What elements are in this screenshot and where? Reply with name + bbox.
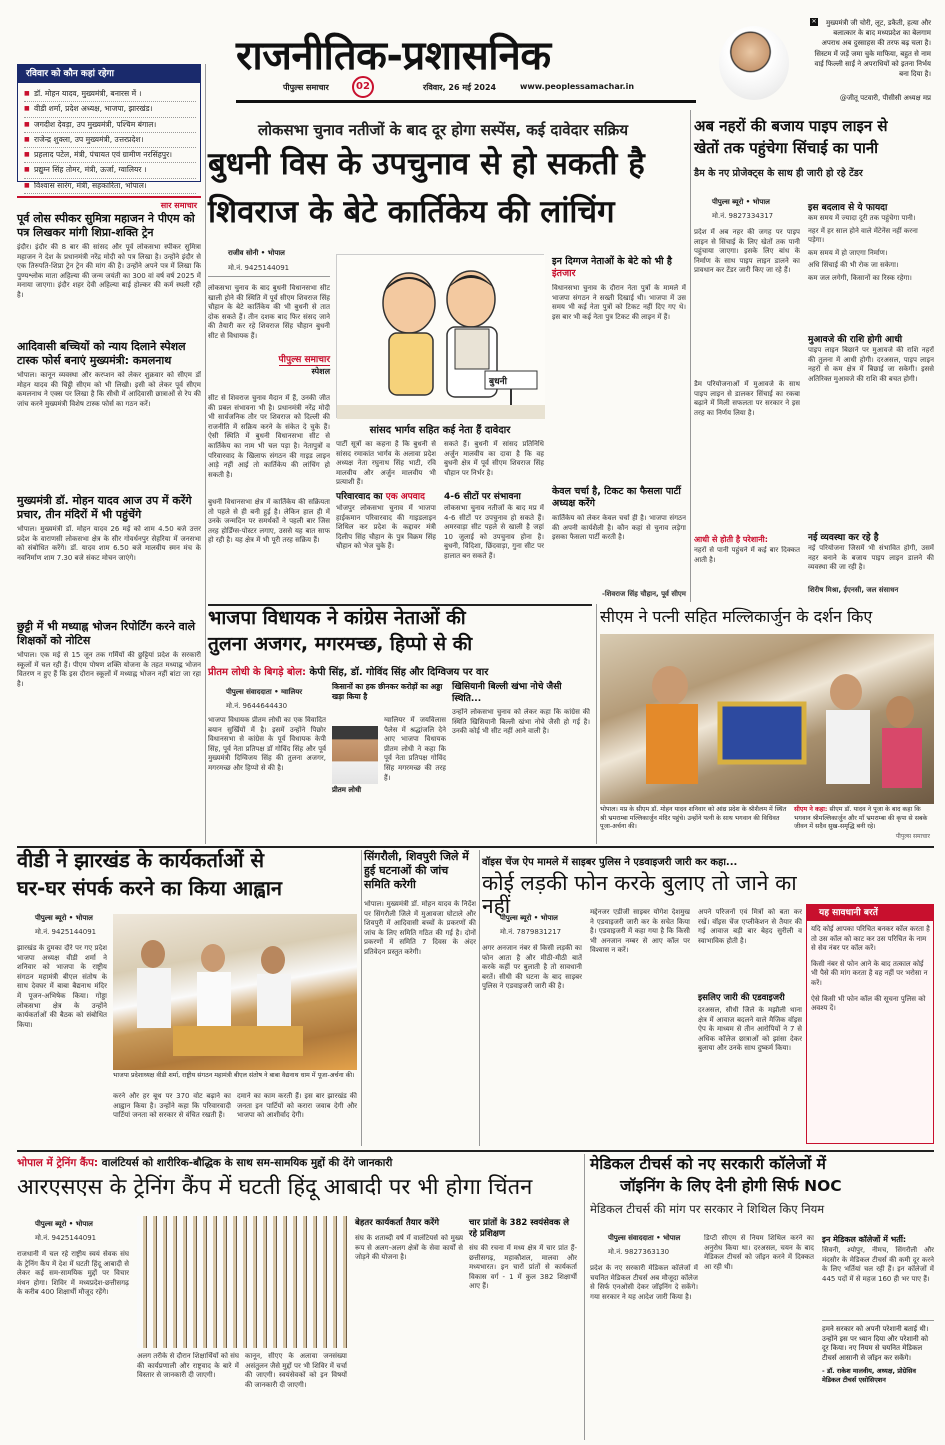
- cm-temple-story: [600, 606, 934, 844]
- new-body: नई परियोजना जिसमें भी संभावित होगी, उसमें नहर बनाने के बजाय पाइप लाइन डालने की व्यवस्था की जा रही है।: [808, 544, 934, 572]
- training-body-3: कानून, सीएए के अलावा जनसंख्या असंतुलन जैसे मुद्दों पर भी शिविर में चर्चा की जाएगी। स्वयंसेवकों को इन विषयों की जानकारी दी जाएगी।: [245, 1352, 347, 1389]
- caution-title: यह सावधानी बरतें: [807, 905, 933, 921]
- masthead-rule: [236, 100, 696, 103]
- medical-byline: पीपुल्स संवाददाता • भोपाल: [608, 1234, 681, 1242]
- canal-body-2: डैम परियोजनाओं में मुआवजे के साथ पाइप लाइन से डालकर सिंचाई का रकबा बढ़ाने में मिली सफलता पर सरकार ने इस तरह का निर्णय लिया है।: [694, 380, 800, 417]
- saar-item-3: [17, 494, 201, 613]
- training-body-5: संघ की रचना में मध्य क्षेत्र में चार प्रांत हैं- छत्तीसगढ़, महाकौशल, मालवा और मध्यभारत। इन चारों प्रांतों से कार्यकर्ता विकास वर्ग - 1 में कुल 382 शिक्षार्थी आए हैं।: [469, 1244, 577, 1291]
- column-divider: [596, 604, 597, 844]
- comp-body: पाइप लाइन बिछाने पर मुआवजे की राशि नहरों की तुलना में आधी होगी। दरअसल, पाइप लाइन नहरों से कम क्षेत्र में बिछाई जा सकेगी। इससे अतिरिक्त मुआवजे की राशि की बचत होगी।: [808, 346, 934, 383]
- avatar: [719, 26, 789, 100]
- new-by: शिरीष मिश्रा, ईएनसी, जल संसाधन: [808, 586, 899, 594]
- training-story: [17, 1154, 577, 1440]
- vd-story: [17, 850, 357, 1150]
- saar-body: इंदौर। इंदौर की 8 बार की सांसद और पूर्व लोकसभा स्पीकर सुमित्रा महाजन ने देश के प्रधानमंत्री नरेंद्र मोदी को पत्र लिखा है। उन्होंने इंदौर से एक तिरुपति-शिप्रा ट्रेन ट्रेन की मांग की है। उन्होंने अपने पत्र में लिखा कि पुण्यश्लोक माता अहिल्या की जन्म जयंती का 300 वां वर्ष वर्ष 2025 में मनाया जाएगा। इंदौर शहर देवी अहिल्या बाई होल्कर की कर्म स्थली रही है।: [17, 243, 201, 299]
- saar-item-4: [17, 620, 201, 787]
- training-mobile: मो.नं. 9425144091: [35, 1234, 97, 1242]
- list-item: यदि कोई आपका परिचित बनकर कॉल करता है तो उस कॉल को काट कर उस परिचित के नाम से सेव नंबर पर कॉल करें।: [811, 925, 930, 953]
- list-item: अधि सिंचाई की भी रोक जा सकेगा।: [808, 261, 899, 270]
- column-divider: [584, 1154, 585, 1440]
- cartoon-sign-text: बुधनी: [489, 377, 508, 387]
- cartoon-face-left: [383, 273, 435, 333]
- caution-box: [806, 904, 934, 1144]
- byline-rule: [208, 276, 330, 277]
- temple-caption-red: सीएम ने कहा:: [794, 806, 828, 813]
- family-kicker-text: परिवारवाद का: [336, 492, 383, 502]
- bjp-headline-1: भाजपा विधायक ने कांग्रेस नेताओं की: [208, 607, 466, 629]
- training-kicker-red: भोपाल में ट्रेनिंग कैंप:: [17, 1157, 99, 1169]
- list-item: नहर में हर साल होने वाले मेंटेनेंस नहीं करना पड़ेगा।: [808, 226, 918, 245]
- page-number-text: 02: [356, 81, 370, 92]
- training-headline: आरएसएस के ट्रेनिंग कैंप में घटती हिंदू आबादी पर भी होगा चिंतन: [17, 1175, 533, 1200]
- bjp-byline: पीपुल्स संवाददाता • ग्वालियर: [226, 688, 303, 696]
- lead-body-4: पार्टी सूत्रों का कहना है कि बुधनी से सांसद रमाकांत भार्गव के अलावा प्रदेश अध्यक्ष नेता रघुनाथ सिंह भाटी, रवि मालवीय और अर्जुन मालवीय भी प्रत्याशी हैं।: [336, 440, 436, 487]
- saar-item-2: [17, 340, 201, 477]
- saar-headline: मुख्यमंत्री डॉ. मोहन यादव आज उप में करेंगे प्रचार, तीन मंदिरों में भी पहुंचेंगे: [17, 494, 192, 521]
- saar-headline: पूर्व लोस स्पीकर सुमित्रा महाजन ने पीएम को पत्र लिखकर मांगी शिप्रा-शक्ति ट्रेन: [17, 212, 195, 239]
- seats-body: लोकसभा चुनाव नतीजों के बाद मप्र में 4-6 सीटों पर उपचुनाव हो सकते हैं। अमरवाड़ा सीट पहले से खाली है जहां 10 जुलाई को उपचुनाव होना है। बुधनी, विदिशा, छिंदवाड़ा, गुना सीट पर हालात बन सकते हैं।: [444, 504, 544, 560]
- list-item: ■ प्रद्युम्न सिंह तोमर, मंत्री, ऊर्जा, ग्वालियर ।: [24, 163, 196, 178]
- medical-body-1: प्रदेश के नए सरकारी मेडिकल कॉलेजों में चयनित मेडिकल टीचर्स अब मौजूदा कॉलेज से सिर्फ एनओसी देकर जॉइनिंग दे सकेंगे। गया सरकार ने यह आदेश जारी किया है।: [590, 1264, 698, 1301]
- website-link[interactable]: www.peoplessamachar.in: [520, 82, 635, 91]
- medical-headline-1: मेडिकल टीचर्स को नए सरकारी कॉलेजों में: [590, 1155, 826, 1173]
- sunday-box-title: रविवार को कौन कहां रहेगा: [18, 65, 200, 83]
- logo-name: पीपुल्स समाचार: [279, 352, 330, 366]
- saar-body: भोपाल। कानून व्यवस्था और करप्शन को लेकर शुक्रवार को सीएम डॉ मोहन यादव की चिट्ठी सीएम को भी लिखी। इसी को लेकर पूर्व सीएम कमलनाथ ने एक्स पर लिखा है कि सीधी में आदिवासी छात्राओं से रेप की जांच करने मुख्यमंत्री विशेष टास्क फोर्स का गठन करें।: [17, 371, 201, 408]
- benefit-list: [808, 214, 934, 287]
- cartoon-ground: [337, 405, 545, 419]
- list-item: ■ डॉ. मोहन यादव, मुख्यमंत्री, बनारस में ।: [24, 87, 196, 102]
- vd-body-3: दमाने का काम करती हैं। इस बार झारखंड की जनता इन पार्टियों को करारा जवाब देगी और भाजपा को आशीर्वाद देगी।: [237, 1092, 357, 1120]
- bjp-kicker: [208, 664, 592, 678]
- vd-photo: [113, 914, 357, 1070]
- medical-list-title: इन मेडिकल कॉलेजों में भर्ती:: [822, 1235, 907, 1244]
- section-rule: [208, 604, 592, 606]
- list-item: ■ विश्वास सारंग, मंत्री, सहकारिता, भोपाल।: [24, 179, 196, 194]
- cartoon-vest: [455, 329, 489, 369]
- person-head: [886, 696, 914, 728]
- quote-box: [703, 12, 933, 104]
- canal-mobile: मो.नं. 9827334317: [712, 212, 774, 220]
- offering-plate: [173, 1026, 303, 1056]
- list-item: ■ वीडी शर्मा, प्रदेश अध्यक्ष, भाजपा, झारखंड।: [24, 102, 196, 117]
- training-body-1: राजधानी में चल रहे राष्ट्रीय स्वयं सेवक संघ के ट्रेनिंग कैंप में देश में घटती हिंदू आबादी से लेकर कई सम-सामयिक मुद्दों पर विचार मंथन होगा। शिविर में मध्यप्रदेश-छत्तीसगढ़ के करीब 400 शिक्षार्थी मौजूद रहेंगे।: [17, 1250, 129, 1297]
- quote-author: @जीतू पटवारी, पीसीसी अध्यक्ष मप्र: [839, 94, 931, 102]
- vd-mobile: मो.नं. 9425144091: [35, 928, 97, 936]
- lead-body-3: बुधनी विधानसभा क्षेत्र में कार्तिकेय की सक्रियता तो पहले से ही बनी हुई है। लेकिन हाल ही में उनके जन्मदिन पर समर्थकों ने पहली बार जिस तरह होर्डिंग्स-पोस्टर लगाए, उससे यह बात साफ हो रही है। यह क्षेत्र में भी पूरी तरह सक्रिय हैं।: [208, 498, 330, 545]
- bjp-side-kicker: किसानों का हक छीनकर करोड़ों का अड्डा खड़ा किया है: [332, 682, 443, 701]
- person-head: [201, 944, 225, 972]
- cyber-body-3: अपने परिजनों एवं मित्रों को बता कर रखें। वॉइस चेंज एप्लीकेशन से तैयार की गई आवाज बड़ी बार बेहद सुरीली व स्वाभाविक होती है।: [698, 908, 802, 945]
- lead-kicker: लोकसभा चुनाव नतीजों के बाद दूर होगा सस्पेंस, कई दावेदार सक्रिय: [257, 121, 629, 139]
- column-divider: [479, 850, 480, 1146]
- benefit-title: इस बदलाव से ये फायदा: [808, 203, 888, 213]
- lead-story: [208, 104, 688, 604]
- bjp-kicker-rest: केपी सिंह, डॉ. गोविंद सिंह और दिग्विजय पर वार: [309, 667, 489, 678]
- medical-body-2: डिप्टी सीएम से नियम शिथिल करने का अनुरोध किया था। दरअसल, चयन के बाद मेडिकल टीचर्स को जॉइन करने में दिक्कत आ रही थी।: [704, 1234, 814, 1271]
- temple-photo: [600, 634, 934, 804]
- cyber-kicker: वॉइस चेंज ऐप मामले में साइबर पुलिस ने एडवाइजरी जारी कर कहा...: [482, 857, 738, 868]
- bjp-kicker-red: प्रीतम लोधी के बिगड़े बोल:: [208, 667, 307, 678]
- medical-headline-2: जॉइनिंग के लिए देनी होगी सिर्फ NOC: [620, 1177, 842, 1195]
- sunday-box: [17, 64, 201, 190]
- person-head: [261, 946, 285, 974]
- person-body: [197, 972, 231, 1028]
- cartoon-svg: [337, 255, 545, 419]
- vd-photo-caption: भाजपा प्रदेशाध्यक्ष वीडी शर्मा, राष्ट्रीय संगठन महामंत्री बीएल संतोष ने बाबा वैद्यनाथ धाम में पूजा-अर्चना की।: [113, 1072, 355, 1079]
- bjp-body-2: ग्वालियर में जयविलास पैलेस में श्रद्धांजलि देने आए भाजपा विधायक प्रीतम लोधी ने कहा कि पूर्व नेता प्रतिपक्ष गोविंद सिंह मगरमच्छ की तरह हैं।: [384, 716, 446, 782]
- list-item: कम समय में हो जाएगा निर्माण।: [808, 248, 888, 257]
- bjp-body-1: भाजपा विधायक प्रीतम लोधी का एक विवादित बयान सुर्खियों में है। इसमें उन्होंने पिछोर विधानसभा से कांग्रेस के पूर्व विधायक केपी सिंह, पूर्व नेता प्रतिपक्ष डॉ गोविंद सिंह और पूर्व मुख्यमंत्री दिग्विजय सिंह की तुलना अजगर, मगरमच्छ और हिप्पो से की है।: [208, 716, 326, 772]
- person-body: [257, 974, 291, 1030]
- canal-headline-1: अब नहरों की बजाय पाइप लाइन से: [694, 117, 888, 135]
- training-kicker: [17, 1156, 577, 1170]
- column-divider: [690, 110, 691, 602]
- photo-caption: प्रीतम लोधी: [332, 786, 362, 794]
- saar-item-1: [17, 212, 201, 335]
- singrauli-story: [364, 850, 476, 1146]
- side-quote-by: -शिवराज सिंह चौहान, पूर्व सीएम: [601, 590, 686, 598]
- person-body: [646, 704, 698, 784]
- singrauli-body: भोपाल। मुख्यमंत्री डॉ. मोहन यादव के निर्देश पर सिंगरौली जिले में मुआवजा घोटाले और शिवपुरी में आदिवासी बच्चों के प्रकरणों की जांच के लिए समिति गठित की गई है। दोनों प्रकरणों में समिति 7 दिवस के अंदर प्रतिवेदन प्रस्तुत करेगी।: [364, 900, 476, 956]
- canal-byline: पीपुल्स ब्यूरो • भोपाल: [712, 198, 770, 206]
- canal-headline-2: खेतों तक पहुंचेगा सिंचाई का पानी: [694, 139, 879, 157]
- column-divider: [205, 64, 206, 844]
- quote-text: मुख्यमंत्री जी चोरी, लूट, डकैती, हत्या और बलात्कार के बाद मध्यप्रदेश का बेलगाम अपराध अब दुस्साहस की तरफ बढ़ चला है। सिस्टम में जड़ें जमा चुके माफिया, बहुत से नाम वाई फिल्ली साईं ने अपराधियों को इतना निर्भय बना दिया है।: [814, 19, 931, 79]
- pritam-lodhi-photo: [332, 726, 378, 784]
- cyber-mobile: मो.नं. 7879831217: [500, 928, 562, 936]
- temple-frame: [720, 704, 804, 762]
- list-item: ■ प्रहलाद पटेल, मंत्री, पंचायत एवं ग्रामीण नरसिंहपुर।: [24, 148, 196, 163]
- training-sub-2: चार प्रांतों के 382 स्वयंसेवक ले रहे प्रशिक्षण: [469, 1218, 569, 1239]
- vd-headline-2: घर-घर संपर्क करने का किया आह्वान: [17, 876, 283, 900]
- training-body-2: अलग तरीके से दौरान शिक्षार्थियों को संघ की कार्यप्रणाली और राष्ट्रवाद के बारे में विस्तार से जानकारी दी जाएगी।: [137, 1352, 239, 1380]
- cyber-byline: पीपुल्स ब्यूरो • भोपाल: [500, 914, 558, 922]
- column-divider: [361, 850, 362, 1146]
- person-body: [137, 968, 171, 1028]
- vd-body-2: करने और हर बूथ पर 370 वोट बढ़ाने का आह्वान किया है। उन्होंने कहा कि परिवारवादी पार्टियां जनता को सरकार से वंचित रखती हैं।: [113, 1092, 231, 1120]
- water-title: आधी से होती है परेशानी:: [694, 535, 768, 544]
- family-body: भोजपुर लोकसभा चुनाव में भाजपा हाईकमान परिवारवाद की गाइडलाइन शिथिल कर प्रदेश के कद्दावर मंत्री दिलीप सिंह चौहान के पुत्र विक्रम सिंह चौहान को भेज चुके हैं।: [336, 504, 436, 551]
- side-body: विधानसभा चुनाव के दौरान नेता पुत्रों के मामले में भाजपा संगठन ने सख्ती दिखाई थी। भाजपा में उस समय भी कई नेता पुत्रों को टिकट नहीं दिए गए थे। इस बार भी कई नेता पुत्र टिकट की लाइन में हैं।: [552, 284, 686, 321]
- list-item: कम समय में ज्यादा दूरी तक पहुंचेगा पानी।: [808, 214, 916, 222]
- list-item: किसी नंबर से फोन आने के बाद तत्काल कोई भी पैसे की मांग करता है वह नहीं पर भरोसा न करें।: [811, 959, 928, 987]
- lead-byline: राजीव सोनी • भोपाल: [228, 249, 285, 257]
- seats-kicker: 4-6 सीटों पर संभावना: [444, 492, 521, 502]
- lead-body-2: सीट से शिवराज चुनाव मैदान में हैं, उनकी जीत की प्रबल संभावना भी है। प्रधानमंत्री नरेंद्र मोदी भी सार्वजनिक तौर पर शिवराज को दिल्ली की राजनीति में सक्रिय करने के संकेत दे चुके हैं। ऐसी स्थिति में बुधनी विधानसभा सीट से कार्तिकेय का नाम भी चल पड़ा है। नेतापुत्रों व परिवारवाद के खिलाफ संगठन की गाइड लाइन आड़े नहीं आई तो कार्तिकेय की लांचिंग हो सकती है।: [208, 394, 330, 479]
- bjp-headline-2: तुलना अजगर, मगरमच्छ, हिप्पो से की: [208, 633, 473, 655]
- training-kicker-rest: वालंटियर्स को शारीरिक-बौद्धिक के साथ सम-सामयिक मुद्दों की देंगे जानकारी: [101, 1157, 393, 1169]
- logo-tag: स्पेशल: [311, 367, 330, 376]
- family-kicker: [336, 489, 436, 502]
- training-body-4: संघ के शताब्दी वर्ष में वालंटियर्स को मुख्य रूप से अलग-अलग क्षेत्रों के सेवा कार्यों से जोड़ने की योजना है।: [355, 1234, 463, 1262]
- canal-body-1: प्रदेश में अब नहर की जगह पर पाइप लाइन से सिंचाई के लिए खेतों तक पानी पहुंचाया जाएगा। इसके लिए बांध के निर्माण के साथ पाइप लाइन डालने का प्रावधान कर टेंडर जारी किए जा रहे हैं।: [694, 228, 800, 275]
- cyber-body-1: अगर अनजान नंबर से किसी लड़की का फोन आता है और मीठी-मीठी बातें करके कहीं पर बुलाती है तो सावधानी बरतें। सीधी की घटना के बाद साइबर पुलिस ने एडवाइजरी जारी की है।: [482, 944, 582, 991]
- medical-quote-by: - डॉ. राकेश मालवीय, अध्यक्ष, प्रोग्रेसिव मेडिकल टीचर्स एसोसिएशन: [822, 1367, 916, 1384]
- lead-headline-1: बुधनी विस के उपचुनाव से हो सकती है: [208, 146, 645, 182]
- caution-list: [811, 925, 931, 1020]
- publication-name: पीपुल्स समाचार: [283, 83, 329, 92]
- khisiyani-body: उन्होंने लोकसभा चुनाव को लेकर कहा कि कांग्रेस की स्थिति खिसियानी बिल्ली खंभा नोचे जैसी हो गई है। उनकी कोई भी सीट नहीं आने वाली है।: [452, 708, 590, 736]
- cyber-body-4: दरअसल, सीधी जिले के मझौली थाना क्षेत्र में आवाज बदलने वाले मैजिक वॉइस ऐप के माध्यम से तीन आरोपियों ने 7 से अधिक कॉलेज छात्राओं को झांसा देकर बुलाया और उनके साथ दुष्कर्म किया।: [698, 1006, 802, 1053]
- section-rule: [17, 1150, 934, 1152]
- temple-caption-text: सीएम डॉ. यादव ने पूजा के बाद कहा कि भगवान श्रीमल्लिकार्जुन और माँ भ्रमराम्बा की कृपा से सबके जीवन में सदैव सुख-समृद्धि बनी रहे।: [794, 806, 928, 831]
- x-icon: ✕: [811, 18, 817, 25]
- list-item: कम जल लगेगी, किसानों का रिस्क रहेगा।: [808, 273, 912, 282]
- cyber-subhead: इसलिए जारी की एडवाइजरी: [698, 993, 785, 1003]
- temple-caption-1: भोपाल। मप्र के सीएम डॉ. मोहन यादव शनिवार को आंध्र प्रदेश के श्रीशैलम में स्थित श्री भ्रमराम्बा मल्लिकार्जुन मंदिर पहुंचे। उन्होंने पत्नी के साथ भगवान की विधिवत पूजा-अर्चना की।: [600, 806, 787, 831]
- lead-body-1: लोकसभा चुनाव के बाद बुधनी विधानसभा सीट खाली होने की स्थिति में पूर्व सीएम शिवराज सिंह चौहान के बेटे कार्तिकेय की भी बुधनी से तात दोक सकते हैं। तीन दशक बाद फिर संसद जाने की तैयारी कर रहे शिवराज सिंह चौहान बुधनी सीट से विधायक हैं।: [208, 284, 330, 340]
- canal-story: [694, 114, 934, 602]
- medical-list-body: सिवनी, श्योपुर, नीमच, सिंगरौली और मंदसौर के मेडिकल टीचर्स की कमी दूर करने के लिए भर्तियां चल रही हैं। इन कॉलेजों में 445 पदों में से महज 160 ही भर पाए हैं।: [822, 1246, 934, 1283]
- temple-caption-2: [794, 806, 934, 832]
- cartoon-face-right: [447, 271, 495, 327]
- temple-photo-svg: [600, 634, 934, 804]
- person-head: [830, 674, 862, 710]
- bjp-story: [208, 608, 592, 844]
- medical-deck: मेडिकल टीचर्स की मांग पर सरकार ने शिथिल किए नियम: [590, 1202, 825, 1216]
- side-kicker-red: इंतजार: [552, 268, 576, 279]
- special-logo: [208, 352, 330, 378]
- canal-deck: डैम के नए प्रोजेक्ट्स के साथ ही जारी हो रहे टेंडर: [694, 168, 863, 179]
- sunday-list: [24, 87, 196, 194]
- cartoon-body-left: [389, 333, 433, 395]
- training-byline: पीपुल्स ब्यूरो • भोपाल: [35, 1220, 93, 1228]
- training-sub-1: बेहतर कार्यकर्ता तैयार करेंगे: [355, 1218, 440, 1228]
- cartoon-bg: [337, 255, 545, 419]
- bjp-mobile: मो.नं. 9644644430: [226, 702, 288, 710]
- family-kicker-red: एक अपवाद: [385, 492, 425, 502]
- vd-byline: पीपुल्स ब्यूरो • भोपाल: [35, 914, 93, 922]
- person-head: [652, 666, 688, 706]
- issue-date: रविवार, 26 मई 2024: [423, 83, 497, 92]
- cyber-body-2: मद्देनजर एडीजी साइबर योगेश देशमुख ने एडवाइजरी जारी कर के सचेत किया है। एडवाइजरी में कहा गया है कि किसी भी अनजान नम्बर से आए कॉल पर विश्वास न करें।: [590, 908, 690, 955]
- person-body: [826, 710, 870, 784]
- page-number: [352, 76, 374, 98]
- lead-headline-2: शिवराज के बेटे कार्तिकेय की लांचिंग: [208, 194, 615, 230]
- person-head: [141, 940, 165, 968]
- side-kicker-text: इन दिग्गज नेताओं के बेटे को भी है: [552, 256, 672, 267]
- temple-credit: पीपुल्स समाचार: [895, 833, 930, 840]
- medical-mobile: मो.नं. 9827363130: [608, 1248, 670, 1256]
- lead-body-5: सकते हैं। बुधनी में सांसद प्रतिनिधि अर्जुन मालवीय का दावा है कि वह बुधनी क्षेत्र में पूर्व सीएम शिवराज सिंह चौहान पर निर्भर है।: [444, 440, 544, 477]
- saar-label: [17, 196, 201, 210]
- medical-quote: हमने सरकार को अपनी परेशानी बताई थी। उन्होंने इस पर ध्यान दिया और परेशानी को दूर किया। नए नियम से चयनित मेडिकल टीचर्स आसानी से जॉइन कर सकेंगे।: [822, 1325, 929, 1362]
- cartoon-illustration: [336, 254, 544, 418]
- saar-headline: आदिवासी बच्चियों को न्याय दिलाने स्पेशल टास्क फोर्स बनाएं मुख्यमंत्री: कमलनाथ: [17, 340, 186, 367]
- saar-body: भोपाल। एक मई से 15 जून तक गर्मियों की छुट्टियां प्रदेश के सरकारी स्कूलों में चल रही हैं। पीएम पोषण शक्ति योजना के तहत मध्याह्न भोजन वितरण न हुए हैं कि इस दौरान स्कूलों में मध्याह्न भोजन नहीं बांटा जा रहा है।: [17, 651, 201, 688]
- medical-quote-box: [822, 1320, 934, 1438]
- list-item: ■ जगदीश देवड़ा, उप मुख्यमंत्री, पश्चिम बंगाल।: [24, 118, 196, 133]
- section-title: राजनीतिक-प्रशासनिक: [236, 33, 551, 79]
- saar-headline: छुट्टी में भी मध्याह्न भोजन रिपोर्टिंग करने वाले शिक्षकों को नोटिस: [17, 620, 196, 647]
- new-title: नई व्यवस्था कर रहे है: [808, 533, 879, 543]
- vd-body-1: झारखंड के दुमका दौरे पर गए प्रदेश भाजपा अध्यक्ष वीडी शर्मा ने शनिवार को भाजपा के राष्ट्रीय संगठन महामंत्री बीएल संतोष के साथ देवघर में बाबा बैद्यनाथ मंदिर में पूजन-अभिषेक किया। गोड्डा लोकसभा क्षेत्र के उन्होंने कार्यकर्ताओं की बैठक को संबोधित किया।: [17, 944, 107, 1029]
- saar-label-text: सार समाचार: [160, 201, 197, 210]
- side-kicker: [552, 256, 686, 280]
- list-item: ■ राजेन्द्र शुक्ला, उप मुख्यमंत्री, उत्तरप्रदेश।: [24, 133, 196, 148]
- side-body-2: कार्तिकेय को लेकर केवल चर्चा ही है। भाजपा संगठन की अपनी कार्यशैली है। कौन कहां से चुनाव लड़ेगा इसका फैसला पार्टी करती है।: [552, 514, 686, 542]
- singrauli-headline: सिंगरौली, शिवपुरी जिले में हुई घटनाओं की जांच समिति करेगी: [364, 850, 469, 891]
- comp-title: मुआवजे की राशि होगी आधी: [808, 335, 903, 345]
- khisiyani-title: खिसियानी बिल्ली खंभा नोचे जैसी स्थिति...: [452, 682, 562, 704]
- cartoon-caption: सांसद भार्गव सहित कई नेता हैं दावेदार: [369, 425, 511, 436]
- cyber-headline: कोई लड़की फोन करके बुलाए तो जाने का नहीं: [482, 871, 797, 918]
- side-kicker-2: केवल चर्चा है, टिकट का फैसला पार्टी अध्यक्ष करेंगे: [552, 486, 681, 509]
- list-item: ऐसे किसी भी फोन कॉल की सूचना पुलिस को अवश्य दें।: [811, 994, 926, 1013]
- lead-mobile: मो.नं. 9425144091: [228, 264, 290, 272]
- water-body: नहरों से पानी पहुंचने में कई बार दिक्कत आती है।: [694, 546, 800, 564]
- vd-photo-svg: [113, 914, 357, 1070]
- cm-temple-headline: सीएम ने पत्नी सहित मल्लिकार्जुन के दर्शन किए: [600, 607, 873, 626]
- person-body: [882, 728, 922, 788]
- rss-camp-photo: [137, 1216, 347, 1348]
- saar-body: भोपाल। मुख्यमंत्री डॉ. मोहन यादव 26 मई को शाम 4.50 बजे उत्तर प्रदेश के वाराणसी लोकसभा क्षेत्र के सीर गोवर्धनपुर सेहरिया में जनसभा को संबोधित करेंगे। डॉ. यादव शाम 6.50 बजे मालवीय स्मन मंच के नवनिर्माण शाम 7.30 बजे संकट मोचन जाएंगे।: [17, 525, 201, 562]
- medical-story: [590, 1154, 934, 1440]
- cyber-story: [482, 850, 802, 1146]
- vd-headline-1: वीडी ने झारखंड के कार्यकर्ताओं से: [17, 848, 265, 872]
